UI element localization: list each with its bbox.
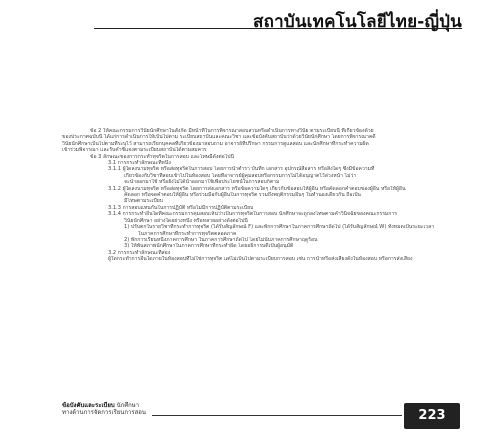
- item-3-1-1-line-2: เกี่ยวข้องกับวิชาที่สอบเข้าไปในห้องสอบ โดยที่อาจารย์ผู้คุมสอบหรือกรรมการไม่ได้อนุญาตไว้ล่วงหน้า ไม่ว่า: [124, 172, 357, 179]
- footer-title-suffix: นักศึกษา: [116, 402, 140, 409]
- clause-2-line-1: ข้อ 2 ให้คณะกรรมการวินัยนักศึกษาในสังกัด มีหน้าที่ในการพิจารณาสอบสวนหรือดำเนินการทางวินัย ตามระเบียบนี้ ที่เกี่ยวข้องด้วย: [90, 128, 374, 134]
- item-3-1-1-line-3: จะนำออกมาใช้ หรือยังไม่ได้นำออกมาใช้เพื่อประโยชน์ในการสอบก็ตาม: [124, 179, 280, 186]
- item-3-1-3: 3.1.3 การสอบแทนกันในการปฏิบัติ หรือไม่มีการปฏิบัติตามระเบียบ: [108, 204, 254, 211]
- section-3-2-heading: 3.2 การกระทำลักษณะที่สอง: [108, 249, 171, 256]
- clause-2-line-4: เข้าร่วมพิจารณา และรับคำชี้แจงตามระเบียบสถาบันได้ตามสมควร: [62, 147, 207, 154]
- item-3-1-1-line-1: 3.1.1 ผู้ใดลงนามทุจริต หรือส่อทุจริตในการสอบ โดยการนำตำรา บันทึก เอกสาร อุปกรณ์สื่อสาร หรือสิ่งใดๆ ซึ่งมีข้อความที่: [108, 166, 375, 173]
- penalty-3: 3) ให้พ้นสภาพนักศึกษาในภาคการศึกษาที่กระทำผิด โดยอธิการบดีเป็นผู้อนุมัติ: [124, 243, 294, 250]
- clause-2-line-2: ของประกาศฉบับนี้ ได้แก่การดำเนินการให้เป็นไปตาม ระเบียบสถาบันและคณะวิชา และข้อบังคับสถาบันว่าด้วยวินัยนักศึกษา โดยการพิจารณาคดี: [62, 134, 376, 141]
- clause-2-line-3: วินัยนักศึกษาเป็นไปตามที่ระบุไว้ สามารถเรียกบุคคลที่เกี่ยวข้องมาสอบถาม อาจารย์ที่ปรึกษา กรรมการดูแลสอบ และนักศึกษาที่กระทำความผิด: [62, 140, 369, 147]
- item-3-1-2-line-2: คัดลอก หรือจดคำตอบให้ผู้อื่น หรือร่วมมือกับผู้อื่นในการทุจริต รวมถึงพฤติกรรมอื่นๆ ในทำนองเดียวกัน ถือเป็น: [124, 192, 361, 199]
- penalty-1-line-1: 1) ปรับตกในรายวิชาที่กระทำการทุจริต (ได้รับสัญลักษณ์ F) และพักการศึกษาในภาคการศึกษาถัดไป (ได้รับสัญลักษณ์ W) ทั้งหมดเป็นระยะเวลา: [124, 224, 435, 231]
- penalty-1-line-2: ในภาคการศึกษาที่กระทำการทุจริตตลอดภาค: [138, 230, 237, 237]
- footer-subtitle: ทางด้านการจัดการเรียนการสอน: [62, 409, 146, 416]
- footer-title-row: [62, 402, 146, 409]
- footer-title: ข้อบังคับและระเบียบ: [62, 402, 115, 409]
- page-number: 223: [404, 403, 460, 429]
- item-3-1-4-line-2: วินัยนักศึกษา อย่างใดอย่างหนึ่ง หรือหลายอย่างดังต่อไปนี้: [124, 217, 248, 224]
- clause-3-heading: ข้อ 3 ลักษณะของการกระทำทุจริตในการสอบ และโทษมีดังต่อไปนี้: [90, 153, 234, 160]
- item-3-1-2-line-1: 3.1.2 ผู้ใดลงนามทุจริต หรือส่อทุจริต โดยการส่งเอกสาร หรือข้อความใดๆ เกี่ยวกับข้อสอบให้ผู้อื่น หรือคัดลอกคำตอบของผู้อื่น หรือให้ผู้อื่น: [108, 185, 406, 192]
- institute-title: สถาบันเทคโนโลยีไทย-ญี่ปุ่น: [253, 12, 462, 32]
- item-3-1-2-line-3: มีโทษตามระเบียบ: [124, 198, 163, 205]
- header-rule: [94, 28, 462, 29]
- section-3-1-heading: 3.1 การกระทำลักษณะที่หนึ่ง: [108, 160, 171, 167]
- section-3-2-text: ผู้ใดกระทำการอื่นใดภายในห้องสอบที่ไม่ใช่การทุจริต แต่ไม่เป็นไปตามระเบียบการสอบ เช่น การนำหรือส่งเสียงดังในห้องสอบ หรือการส่งเสียง: [108, 256, 413, 263]
- footer-rule: [152, 415, 402, 416]
- penalty-2: 2) พักการเรียนหนึ่งภาคการศึกษา ในภาคการศึกษาถัดไป โดยไม่นับภาคการศึกษาฤดูร้อน: [124, 236, 318, 243]
- footer-caption: [62, 402, 146, 416]
- regulation-body: [62, 128, 458, 263]
- item-3-1-4-line-1: 3.1.4 การกระทำอื่นใดที่คณะกรรมการคุมสอบเห็นว่าเป็นการทุจริตในการสอบ นักศึกษาจะถูกลงโทษตามคำวินิจฉัยของคณะกรรมการ: [108, 211, 397, 218]
